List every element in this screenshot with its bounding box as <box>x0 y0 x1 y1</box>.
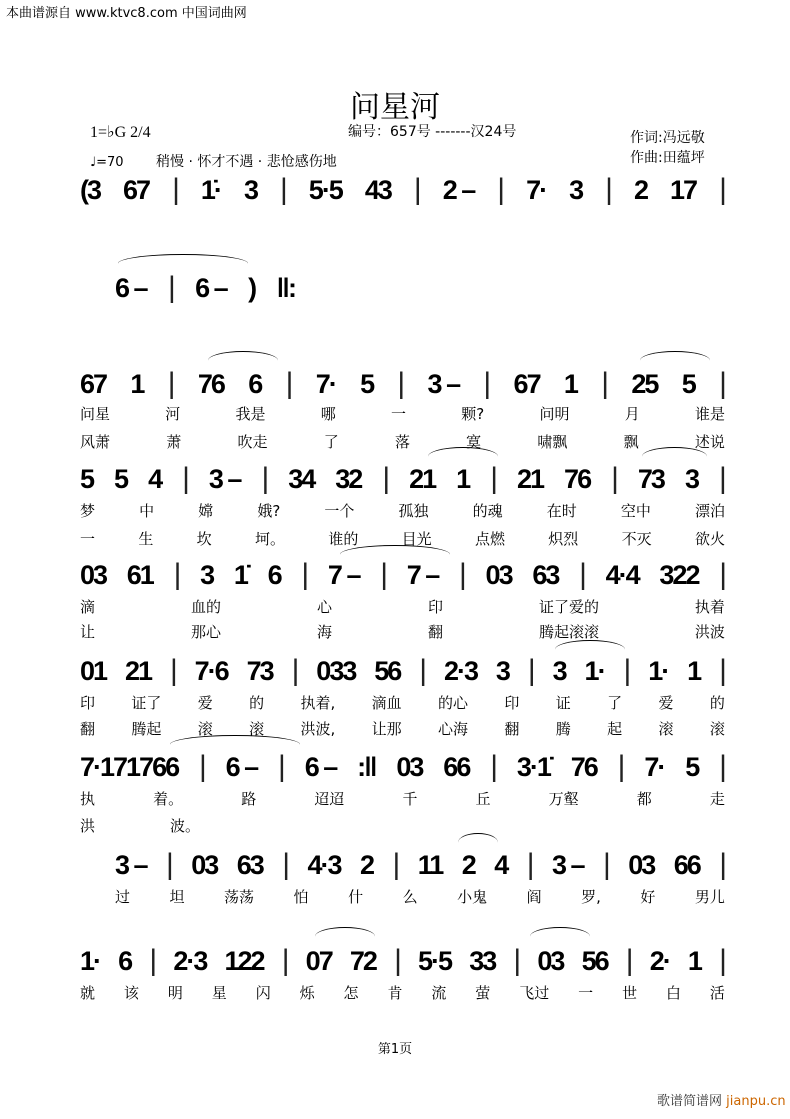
note: 43 <box>364 174 391 205</box>
lyric-line <box>80 621 725 642</box>
barline: | <box>719 944 725 977</box>
barline: | <box>394 944 400 977</box>
note: 67 <box>513 368 540 399</box>
credits <box>630 128 705 168</box>
lyric-line <box>80 815 200 836</box>
song-title: 问星河 <box>350 90 440 125</box>
notation-row <box>115 271 295 305</box>
barline: | <box>281 944 288 977</box>
note: 03 <box>628 849 655 880</box>
lyric-word: 点燃 <box>474 530 505 548</box>
notation-row <box>80 654 725 688</box>
notation-row <box>80 750 725 784</box>
note: 2 <box>359 849 374 880</box>
note: ‖: <box>276 272 295 303</box>
notation-row <box>115 848 725 882</box>
lyric-word: 万壑 <box>548 790 579 808</box>
note: 7· <box>644 751 665 782</box>
lyric-word: 滚 <box>249 720 265 738</box>
lyric-word: 腾 <box>555 720 571 738</box>
barline: | <box>719 750 725 783</box>
barline: | <box>490 750 496 783</box>
barline: | <box>172 173 178 206</box>
note: 1· <box>80 945 101 976</box>
lyric-word: 吹走 <box>237 433 268 451</box>
note: 6 – <box>195 272 227 303</box>
barline: | <box>173 558 180 591</box>
lyricist: 作词:冯远敬 <box>630 130 705 146</box>
tempo-mark: ♩=70 <box>90 155 124 170</box>
barline: | <box>719 173 725 206</box>
note: 6 <box>248 368 262 399</box>
note: 5 <box>685 751 699 782</box>
lyric-word: 述说 <box>694 433 725 451</box>
note: 2·3 <box>173 945 207 976</box>
lyric-word: 肯 <box>387 984 403 1002</box>
lyric-word: 我是 <box>235 405 266 423</box>
lyric-word: 证了 <box>131 694 162 712</box>
note: 66 <box>673 849 700 880</box>
note: 73 <box>637 463 664 494</box>
note: 63 <box>532 559 559 590</box>
note: 03 <box>485 559 512 590</box>
barline: | <box>719 654 725 687</box>
note: ) <box>248 272 256 303</box>
watermark-en: jianpu.cn <box>726 1094 786 1109</box>
note: 56 <box>374 655 401 686</box>
lyric-word: 飘 <box>623 433 639 451</box>
note: 01 <box>80 655 107 686</box>
note: 3·1̇ <box>516 751 550 782</box>
page-number: 第1页 <box>377 1042 413 1057</box>
notation-row <box>80 173 725 207</box>
note: 1 <box>687 655 701 686</box>
note: 1 <box>456 463 470 494</box>
slur <box>642 447 707 466</box>
composer: 作曲:田蕴坪 <box>630 150 705 166</box>
lyric-word: 那心 <box>190 623 221 641</box>
note: 03 <box>191 849 218 880</box>
lyric-line <box>80 982 725 1003</box>
lyric-word: 寞 <box>466 433 482 451</box>
lyric-word: 闪 <box>255 984 271 1002</box>
note: 1· <box>648 655 669 686</box>
lyric-word: 男儿 <box>694 888 725 906</box>
lyric-word: 着。 <box>153 790 184 808</box>
lyric-word: 坦 <box>169 888 185 906</box>
note: 1̇ <box>233 559 247 590</box>
note: 2· <box>649 945 670 976</box>
note: 6 – <box>304 751 337 782</box>
lyric-word: 不灭 <box>621 530 652 548</box>
note: 6 <box>267 559 281 590</box>
note: 7·171766 <box>80 751 179 782</box>
barline: | <box>419 654 426 687</box>
lyric-line <box>80 500 725 521</box>
barline: | <box>617 750 624 783</box>
barline: | <box>301 558 308 591</box>
barline: | <box>291 654 298 687</box>
barline: | <box>413 173 420 206</box>
lyric-word: 的心 <box>438 694 469 712</box>
barline: | <box>719 367 725 400</box>
lyric-line <box>80 692 725 713</box>
notation-row <box>80 944 725 978</box>
lyric-word: 起 <box>607 720 623 738</box>
note: 33 <box>469 945 496 976</box>
lyric-word: 在时 <box>546 502 577 520</box>
note: :‖ <box>357 751 376 782</box>
key-signature: 1=♭G 2/4 <box>90 124 151 141</box>
slur <box>208 351 278 370</box>
lyric-word: 怕 <box>293 888 309 906</box>
barline: | <box>623 654 630 687</box>
lyric-word: 风萧 <box>80 433 111 451</box>
barline: | <box>611 462 617 495</box>
barline: | <box>459 558 465 591</box>
note: 122 <box>224 945 264 976</box>
slur <box>315 927 375 946</box>
note: 7 – <box>327 559 360 590</box>
lyric-line <box>80 788 725 809</box>
barline: | <box>167 271 174 304</box>
note: 1· <box>584 655 605 686</box>
barline: | <box>278 750 284 783</box>
note: 7· <box>526 174 547 205</box>
note: 5 <box>360 368 374 399</box>
lyric-word: 一 <box>578 984 594 1002</box>
lyric-line <box>115 886 725 907</box>
barline: | <box>285 367 292 400</box>
lyric-line <box>80 431 725 452</box>
lyric-word: 印 <box>504 694 520 712</box>
lyric-word: 的魂 <box>472 502 503 520</box>
note: 66 <box>443 751 470 782</box>
lyric-word: 滚 <box>709 720 725 738</box>
lyric-word: 执 <box>80 790 96 808</box>
lyric-word: 空中 <box>620 502 651 520</box>
barline: | <box>513 944 520 977</box>
lyric-word: 坎 <box>196 530 212 548</box>
expression-mark: 稍慢 · 怀才不遇 · 悲怆感伤地 <box>156 154 337 170</box>
lyric-word: 怎 <box>343 984 359 1002</box>
note: 21 <box>409 463 436 494</box>
note: 56 <box>581 945 608 976</box>
watermark-logo <box>657 1090 786 1109</box>
lyric-word: 萤 <box>475 984 491 1002</box>
note: 7 – <box>406 559 439 590</box>
lyric-word: 证了爱的 <box>538 598 599 616</box>
lyric-word: 翻 <box>80 720 96 738</box>
note: 4 <box>494 849 508 880</box>
barline: | <box>382 462 389 495</box>
lyric-word: 爱 <box>658 694 674 712</box>
lyric-word: 了 <box>607 694 623 712</box>
note: 3 – <box>115 849 147 880</box>
barline: | <box>601 367 608 400</box>
barline: | <box>198 750 205 783</box>
slur <box>118 254 248 273</box>
lyric-word: 滴 <box>80 598 96 616</box>
note: 25 <box>631 368 658 399</box>
lyric-word: 落 <box>394 433 410 451</box>
note: 17 <box>670 174 697 205</box>
barline: | <box>719 558 725 591</box>
lyric-word: 迢迢 <box>314 790 345 808</box>
lyric-word: 炽烈 <box>548 530 579 548</box>
note: 2 <box>633 174 648 205</box>
lyric-word: 滴血 <box>371 694 402 712</box>
barline: | <box>718 462 725 495</box>
lyric-word: 让 <box>80 623 96 641</box>
lyric-line <box>80 403 725 424</box>
note: 32 <box>335 463 362 494</box>
lyric-word: 印 <box>80 694 96 712</box>
lyric-word: 该 <box>123 984 139 1002</box>
lyric-word: 爱 <box>197 694 213 712</box>
barline: | <box>397 367 404 400</box>
lyric-word: 一 <box>80 530 96 548</box>
lyric-word: 梦 <box>80 502 96 520</box>
note: 033 <box>316 655 356 686</box>
lyric-word: 孤独 <box>398 502 429 520</box>
lyric-word: 飞过 <box>519 984 550 1002</box>
slur <box>340 545 450 564</box>
note: 322 <box>659 559 699 590</box>
lyric-word: 好 <box>640 888 656 906</box>
lyric-line <box>80 718 725 739</box>
lyric-word: 执着, <box>300 694 336 712</box>
note: 2·3 <box>443 655 477 686</box>
note: 11 <box>417 849 443 880</box>
lyric-word: 漂泊 <box>694 502 725 520</box>
barline: | <box>483 367 490 400</box>
note: (3 <box>80 174 101 205</box>
lyric-word: 明 <box>167 984 183 1002</box>
lyric-word: 的 <box>709 694 725 712</box>
lyric-word: 坷。 <box>254 530 285 548</box>
song-number: 编号：657号 -------汉24号 <box>348 124 517 140</box>
note: 3 <box>684 463 698 494</box>
lyric-word: 罗, <box>581 888 601 906</box>
lyric-word: 哪 <box>320 405 336 423</box>
lyric-word: 滚 <box>658 720 674 738</box>
lyric-word: 腾起滚滚 <box>538 623 599 641</box>
note: 5 <box>80 463 94 494</box>
note: 3 <box>552 655 566 686</box>
note: 3 <box>495 655 509 686</box>
note: 3 <box>243 174 257 205</box>
barline: | <box>526 848 533 881</box>
slur <box>428 447 498 466</box>
lyric-word: 么 <box>402 888 418 906</box>
lyric-word: 过 <box>115 888 131 906</box>
lyric-word: 月 <box>624 405 640 423</box>
note: 72 <box>349 945 376 976</box>
note: 67 <box>123 174 150 205</box>
barline: | <box>166 848 172 881</box>
lyric-word: 波。 <box>169 817 200 835</box>
lyric-line <box>80 596 725 617</box>
note: 5 <box>681 368 695 399</box>
note: 76 <box>197 368 224 399</box>
note: 76 <box>564 463 591 494</box>
lyric-word: 腾起 <box>131 720 162 738</box>
note: 73 <box>246 655 273 686</box>
note: 3 <box>200 559 214 590</box>
lyric-word: 丘 <box>475 790 491 808</box>
lyric-word: 娥? <box>257 502 281 520</box>
note: 1 <box>130 368 144 399</box>
lyric-word: 洪波, <box>300 720 336 738</box>
lyric-word: 嫦 <box>198 502 214 520</box>
barline: | <box>392 848 399 881</box>
notation-row <box>80 462 725 496</box>
lyric-word: 都 <box>636 790 652 808</box>
barline: | <box>279 173 286 206</box>
barline: | <box>497 173 504 206</box>
note: 03 <box>80 559 107 590</box>
note: 07 <box>305 945 332 976</box>
lyric-word: 谁的 <box>328 530 359 548</box>
note: 2 – <box>442 174 475 205</box>
slur <box>458 833 498 852</box>
barline: | <box>261 462 268 495</box>
barline: | <box>625 944 632 977</box>
lyric-word: 洪波 <box>694 623 725 641</box>
note: 21 <box>124 655 152 686</box>
lyric-word: 海 <box>316 623 332 641</box>
barline: | <box>579 558 585 591</box>
lyric-word: 问星 <box>80 405 111 423</box>
lyric-word: 一 <box>391 405 407 423</box>
lyric-word: 心 <box>316 598 332 616</box>
barline: | <box>169 654 176 687</box>
lyric-word: 什 <box>348 888 364 906</box>
lyric-word: 翻 <box>504 720 520 738</box>
note: 3 <box>569 174 583 205</box>
note: 3 – <box>427 368 460 399</box>
lyric-word: 荡荡 <box>224 888 255 906</box>
barline: | <box>490 462 496 495</box>
note: 34 <box>288 463 315 494</box>
slur <box>640 351 710 370</box>
lyric-word: 活 <box>709 984 725 1002</box>
lyric-word: 让那 <box>371 720 402 738</box>
lyric-word: 证 <box>555 694 571 712</box>
lyric-word: 烁 <box>299 984 315 1002</box>
note: 4 <box>148 463 162 494</box>
barline: | <box>282 848 289 881</box>
lyric-word: 颗? <box>461 405 485 423</box>
lyric-word: 谁是 <box>694 405 725 423</box>
lyric-word: 生 <box>138 530 154 548</box>
note: 6 <box>118 945 132 976</box>
note: 4·4 <box>605 559 639 590</box>
lyric-word: 流 <box>431 984 447 1002</box>
note: 4·3 <box>307 849 341 880</box>
slur <box>530 927 590 946</box>
lyric-word: 翻 <box>427 623 443 641</box>
source-line: 本曲谱源自 www.ktvc8.com 中国词曲网 <box>6 6 247 21</box>
lyric-word: 一个 <box>324 502 355 520</box>
barline: | <box>182 462 188 495</box>
slur <box>555 640 625 659</box>
lyric-word: 欲火 <box>694 530 725 548</box>
note: 21 <box>517 463 544 494</box>
note: 7·6 <box>194 655 228 686</box>
slur <box>170 735 300 754</box>
barline: | <box>527 654 534 687</box>
lyric-word: 执着 <box>694 598 725 616</box>
lyric-word: 萧 <box>166 433 182 451</box>
lyric-word: 千 <box>402 790 418 808</box>
lyric-word: 洪 <box>80 817 96 835</box>
note: 7· <box>315 368 336 399</box>
lyric-word: 印 <box>427 598 443 616</box>
barline: | <box>149 944 156 977</box>
barline: | <box>719 848 725 881</box>
lyric-word: 问明 <box>539 405 570 423</box>
note: 5 <box>114 463 128 494</box>
note: 76 <box>570 751 597 782</box>
lyric-word: 路 <box>241 790 257 808</box>
note: 67 <box>80 368 107 399</box>
barline: | <box>602 848 609 881</box>
lyric-word: 啸飘 <box>537 433 568 451</box>
note: 1 <box>563 368 577 399</box>
barline: | <box>167 367 174 400</box>
lyric-word: 小鬼 <box>457 888 488 906</box>
lyric-word: 心海 <box>438 720 469 738</box>
note: 3 – <box>208 463 241 494</box>
note: 3 – <box>551 849 584 880</box>
lyric-word: 中 <box>139 502 155 520</box>
note: 6 – <box>225 751 258 782</box>
note: 5·5 <box>308 174 342 205</box>
lyric-word: 就 <box>80 984 96 1002</box>
lyric-word: 白 <box>665 984 681 1002</box>
lyric-word: 滚 <box>197 720 213 738</box>
note: 6 – <box>115 272 147 303</box>
lyric-word: 走 <box>709 790 725 808</box>
note: 63 <box>236 849 263 880</box>
lyric-word: 世 <box>622 984 638 1002</box>
lyric-word: 河 <box>165 405 181 423</box>
lyric-word: 的 <box>249 694 265 712</box>
note: 03 <box>537 945 564 976</box>
barline: | <box>380 558 386 591</box>
lyric-word: 目光 <box>401 530 432 548</box>
note: 1 <box>687 945 701 976</box>
note: 61 <box>126 559 153 590</box>
notation-row <box>80 367 725 401</box>
lyric-word: 阎 <box>526 888 542 906</box>
lyric-word: 了 <box>323 433 339 451</box>
note: 1̇· <box>200 174 221 205</box>
note: 03 <box>396 751 423 782</box>
note: 5·5 <box>418 945 452 976</box>
barline: | <box>605 173 611 206</box>
lyric-word: 星 <box>211 984 227 1002</box>
lyric-word: 血的 <box>190 598 221 616</box>
watermark-cn: 歌谱简谱网 <box>657 1094 723 1109</box>
note: 2 <box>461 849 475 880</box>
